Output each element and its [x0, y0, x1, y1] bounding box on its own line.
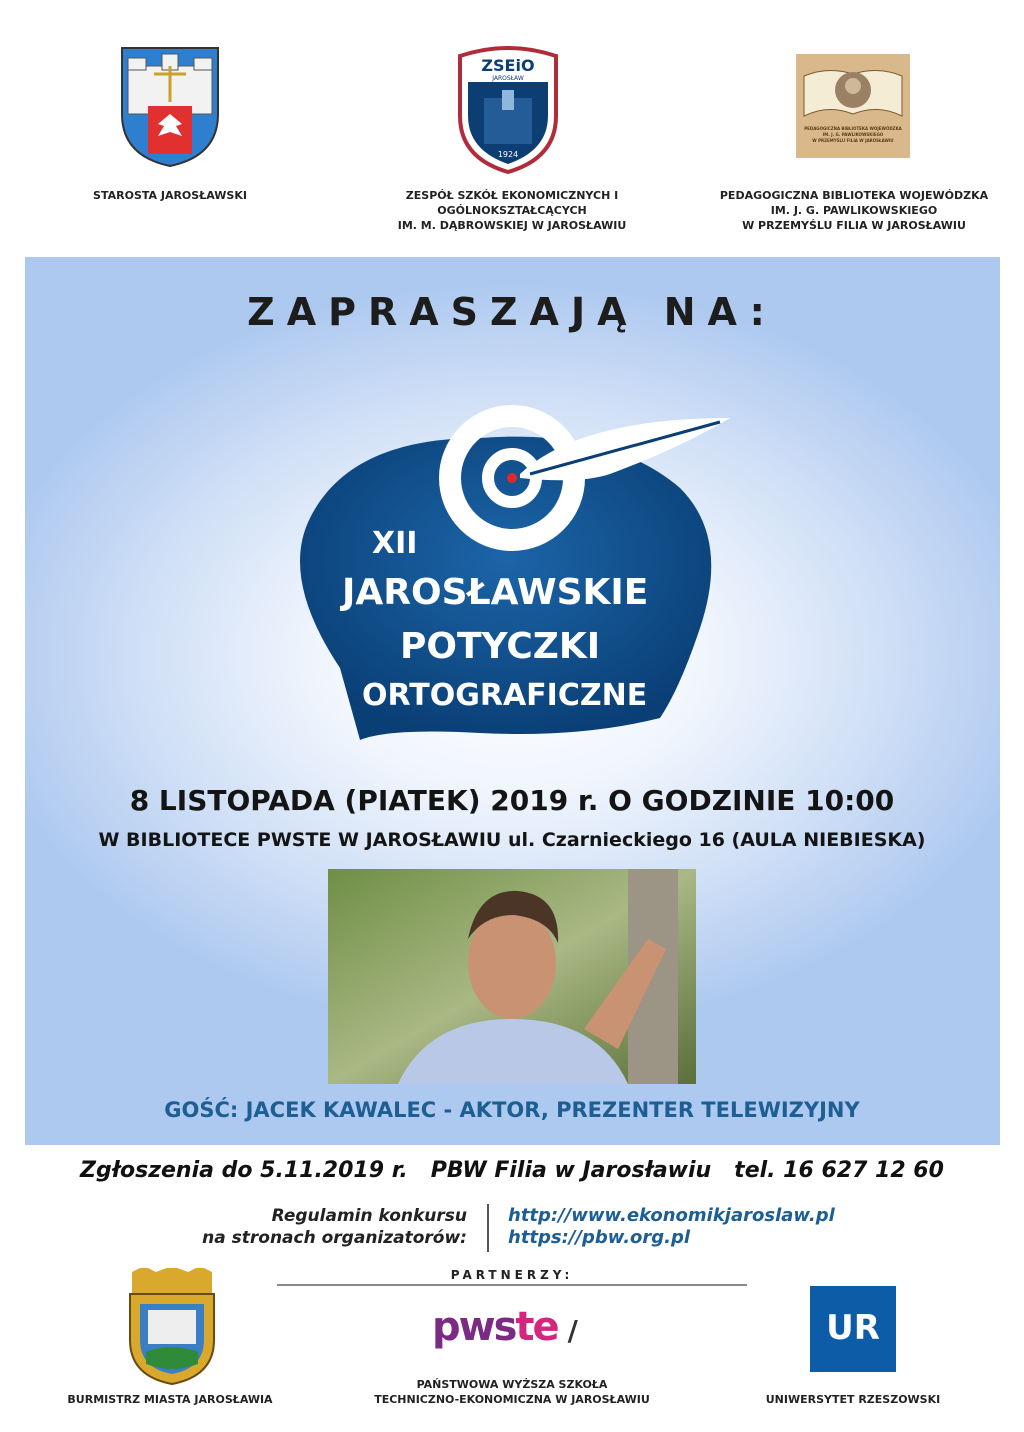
jaroslaw-county-coat-of-arms: [118, 44, 222, 170]
event-place: W BIBLIOTECE PWSTE W JAROSŁAWIU ul. Czarnieckiego 16 (AULA NIEBIESKA): [98, 829, 926, 851]
partners-divider: [277, 1284, 747, 1286]
partner2-caption-line1: PAŃSTWOWA WYŻSZA SZKOŁA: [416, 1378, 608, 1391]
library-logo-caption: [800, 126, 906, 144]
library-logo-caption-line1: PEDAGOGICZNA BIBLIOTEKA WOJEWÓDZKA: [804, 126, 902, 131]
org3-caption-line3: W PRZEMYŚLU FILIA W JAROSŁAWIU: [742, 219, 966, 232]
zseio-logo-text: ZSEiO: [481, 56, 535, 75]
ur-logo-text: UR: [826, 1308, 880, 1348]
library-logo-caption-line3: W PRZEMYŚLU FILIA W JAROSŁAWIU: [812, 138, 894, 143]
zseio-logo-year: 1924: [497, 150, 519, 159]
org3-caption: [712, 188, 996, 233]
ur-logo: [810, 1286, 896, 1372]
pwste-logo-part1: pws: [432, 1304, 516, 1350]
contest-title-line3: ORTOGRAFICZNE: [362, 678, 648, 713]
registration-info: Zgłoszenia do 5.11.2019 r. PBW Filia w Jarosławiu tel. 16 627 12 60: [80, 1158, 944, 1183]
org2-caption-line2: IM. M. DĄBROWSKIEJ W JAROSŁAWIU: [397, 219, 627, 232]
contest-edition: XII: [372, 526, 418, 561]
guest-photo: [328, 869, 696, 1084]
invite-heading: ZAPRASZAJĄ NA:: [247, 290, 777, 334]
jaroslaw-city-coat-of-arms: [126, 1268, 218, 1386]
contest-emblem: [280, 378, 760, 748]
rules-links: [508, 1205, 835, 1249]
pwste-logo-slash: /: [567, 1314, 576, 1347]
pwste-logo-part2: te: [515, 1304, 558, 1350]
partner3-caption: UNIWERSYTET RZESZOWSKI: [765, 1393, 941, 1406]
rules-divider: [487, 1204, 489, 1252]
rules-note-line1: Regulamin konkursu: [271, 1206, 467, 1226]
rules-note-line2: na stronach organizatorów:: [202, 1228, 467, 1248]
pedagogical-library-logo: [796, 54, 910, 158]
event-date: 8 LISTOPADA (PIATEK) 2019 r. O GODZINIE 10:00: [129, 784, 895, 817]
link-pbw[interactable]: https://pbw.org.pl: [508, 1227, 691, 1248]
partner2-caption-line2: TECHNICZNO-EKONOMICZNA W JAROSŁAWIU: [374, 1393, 650, 1406]
zseio-school-logo: [456, 46, 560, 176]
org3-caption-line2: IM. J. G. PAWLIKOWSKIEGO: [770, 204, 938, 217]
pwste-logo: [432, 1304, 576, 1350]
partners-heading: PARTNERZY:: [450, 1268, 574, 1282]
org2-caption: [330, 188, 694, 233]
rules-note: [202, 1205, 467, 1249]
library-logo-caption-line2: IM. J. G. PAWLIKOWSKIEGO: [822, 132, 884, 137]
link-ekonomik[interactable]: http://www.ekonomikjaroslaw.pl: [508, 1205, 835, 1226]
contest-title-line1: JAROSŁAWSKIE: [342, 572, 649, 613]
zseio-logo-city: JAROSŁAW: [492, 75, 524, 82]
org3-caption-line1: PEDAGOGICZNA BIBLIOTEKA WOJEWÓDZKA: [719, 189, 989, 202]
contest-title-line2: POTYCZKI: [400, 626, 601, 667]
org1-caption: STAROSTA JAROSŁAWSKI: [93, 189, 247, 202]
org2-caption-line1: ZESPÓŁ SZKÓŁ EKONOMICZNYCH I OGÓLNOKSZTAŁCĄCYCH: [405, 189, 619, 217]
partner1-caption: BURMISTRZ MIASTA JAROSŁAWIA: [67, 1393, 273, 1406]
partner2-caption: [362, 1377, 662, 1407]
guest-caption: GOŚĆ: JACEK KAWALEC - AKTOR, PREZENTER TELEWIZYJNY: [164, 1098, 860, 1122]
